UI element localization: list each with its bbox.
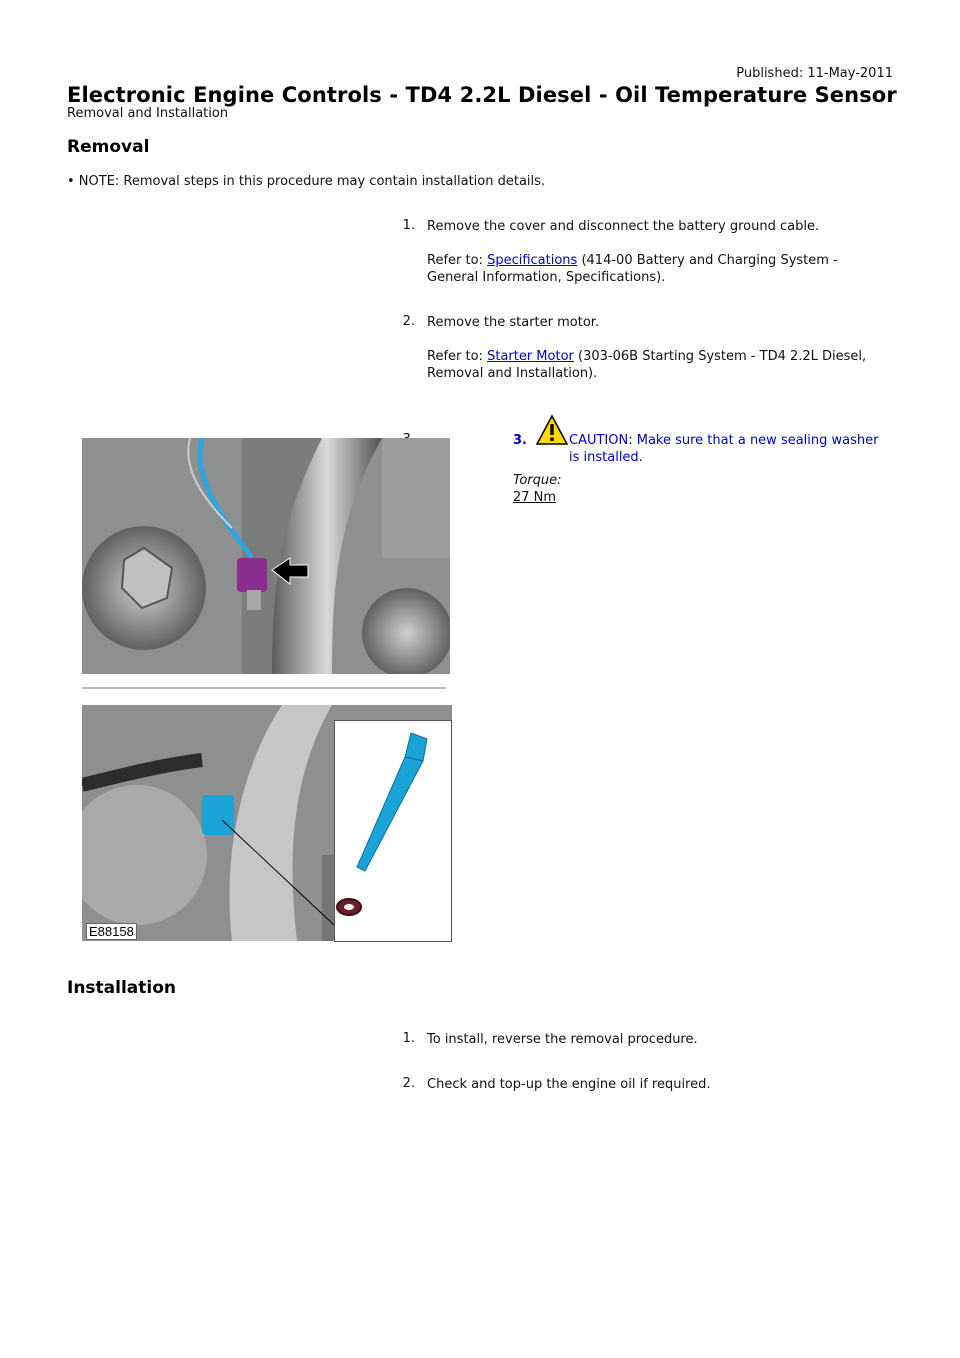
figure-label: E88158 bbox=[86, 923, 137, 940]
link-starter-motor[interactable]: Starter Motor bbox=[487, 349, 574, 364]
step-text: Remove the starter motor. bbox=[427, 315, 600, 330]
figure-divider bbox=[82, 687, 446, 689]
step-number: 1. bbox=[402, 1031, 415, 1046]
step-reference bbox=[427, 252, 887, 286]
warning-icon bbox=[535, 414, 569, 450]
figure-inset bbox=[334, 720, 452, 942]
step-bold-number: 3. bbox=[513, 433, 527, 448]
torque-value: 27 Nm bbox=[513, 490, 557, 505]
step-number: 2. bbox=[402, 314, 415, 329]
ref-suffix: (414-00 Battery and Charging System - General Information, Specifications). bbox=[427, 253, 838, 285]
page-subtitle: Removal and Installation bbox=[67, 106, 229, 121]
ref-suffix: (303-06B Starting System - TD4 2.2L Diesel, Removal and Installation). bbox=[427, 349, 867, 381]
published-date: Published: 11-May-2011 bbox=[736, 66, 893, 81]
torque-label: Torque: bbox=[513, 473, 562, 488]
sensor-inset-illustration bbox=[335, 721, 451, 941]
removal-note: • NOTE: Removal steps in this procedure may contain installation details. bbox=[67, 174, 546, 189]
step-number: 1. bbox=[402, 218, 415, 233]
caution-message: CAUTION: Make sure that a new sealing washer is installed. bbox=[569, 433, 879, 465]
step-text: Check and top-up the engine oil if required. bbox=[427, 1077, 711, 1092]
step-number: 2. bbox=[402, 1076, 415, 1091]
ref-prefix: Refer to: bbox=[427, 349, 483, 364]
caution-text bbox=[569, 432, 889, 466]
link-specifications[interactable]: Specifications bbox=[487, 253, 578, 268]
installation-heading: Installation bbox=[67, 978, 177, 998]
step-reference bbox=[427, 348, 887, 382]
ref-prefix: Refer to: bbox=[427, 253, 483, 268]
engine-illustration bbox=[82, 438, 450, 674]
removal-heading: Removal bbox=[67, 137, 150, 157]
figure-engine-sensor bbox=[82, 438, 450, 674]
torque-spec bbox=[513, 472, 562, 506]
step-text: To install, reverse the removal procedure. bbox=[427, 1032, 698, 1047]
step-text: Remove the cover and disconnect the battery ground cable. bbox=[427, 219, 820, 234]
page-title: Electronic Engine Controls - TD4 2.2L Diesel - Oil Temperature Sensor bbox=[67, 83, 897, 107]
